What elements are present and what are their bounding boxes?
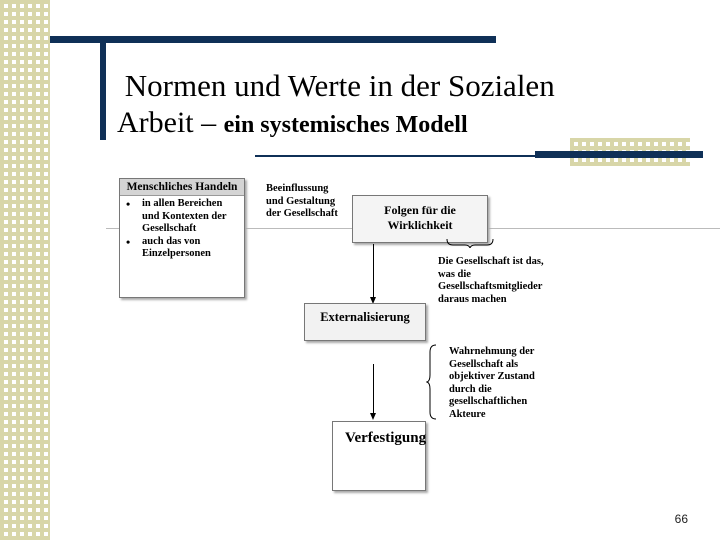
- slide-title: [117, 68, 697, 143]
- top-rule: [50, 36, 496, 43]
- handeln-box-title: Menschliches Handeln: [120, 179, 244, 196]
- title-underline-thin: [255, 155, 535, 157]
- gesellschaft-text: Die Gesellschaft ist das, was die Gesellschaftsmitglieder daraus machen: [438, 256, 544, 305]
- left-rule: [100, 36, 106, 140]
- title-underline-thick: [535, 151, 703, 158]
- title-line-1: Normen und Werte in der Sozialen: [124, 68, 555, 103]
- wahrnehmung-text: Wahrnehmung der Gesellschaft als objektiver Zustand durch die gesellschaftlichen Akteure: [449, 346, 535, 420]
- title-line-2-sub: ein systemisches Modell: [223, 112, 468, 138]
- handeln-bullet-2: • auch das von Einzelpersonen: [126, 236, 240, 261]
- arrow-to-externalisierung: [373, 244, 374, 298]
- handeln-box: [119, 178, 245, 298]
- brace-folgen: [445, 238, 495, 248]
- externalisierung-box: [304, 303, 426, 341]
- page-number: 66: [674, 512, 688, 526]
- beeinflussung-text: Beeinflussung und Gestaltung der Gesellschaft: [266, 183, 338, 219]
- brace-wahrnehmung: [426, 344, 440, 420]
- externalisierung-box-title: Externalisierung: [320, 310, 410, 324]
- handeln-bullets: [120, 196, 244, 261]
- verfestigung-box-title: Verfestigung: [345, 430, 427, 446]
- decorative-strip: [0, 0, 50, 540]
- handeln-bullet-1: • in allen Bereichen und Kontexten der Gesellschaft: [126, 198, 240, 236]
- title-line-2-main: Arbeit –: [117, 106, 224, 139]
- verfestigung-box: [332, 421, 426, 491]
- folgen-box-title: Folgen für die Wirklichkeit: [384, 203, 456, 232]
- folgen-box: [352, 195, 488, 243]
- arrow-to-verfestigung: [373, 364, 374, 414]
